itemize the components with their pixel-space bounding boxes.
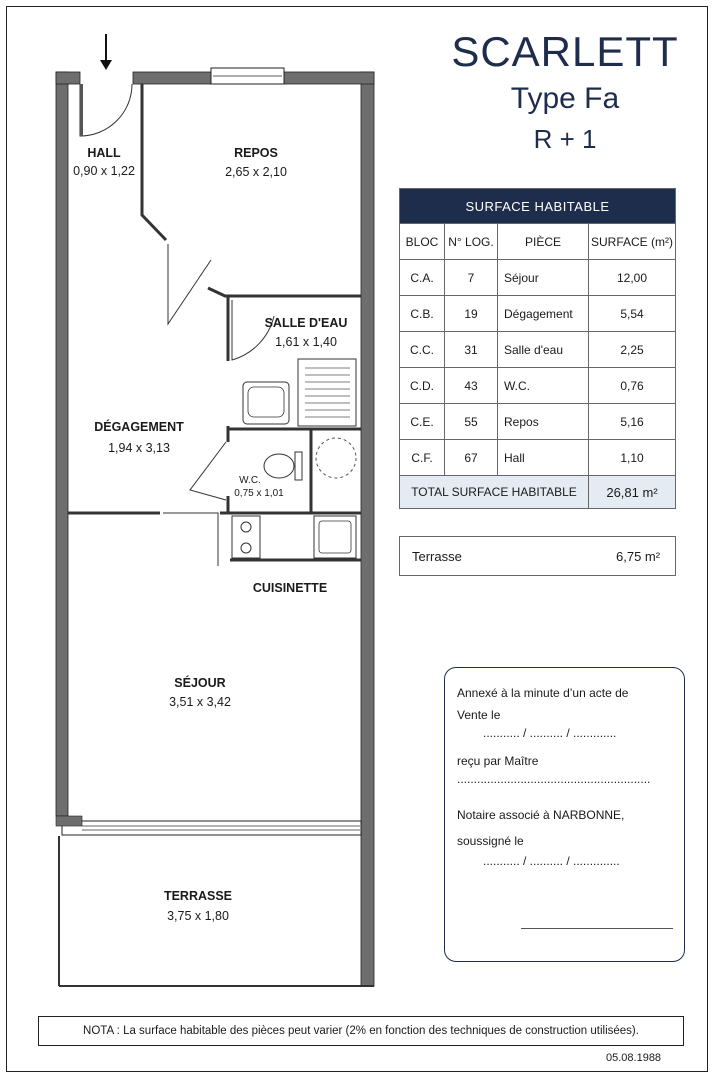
cell-piece: Dégagement [498, 296, 589, 332]
room-name-degagement: DÉGAGEMENT [94, 420, 184, 434]
room-dims-hall: 0,90 x 1,22 [73, 164, 135, 178]
cell-piece: Hall [498, 440, 589, 476]
room-name-sejour: SÉJOUR [174, 676, 226, 690]
cell-bloc: C.C. [400, 332, 445, 368]
type-subtitle: Type Fa [510, 82, 620, 115]
room-dims-repos: 2,65 x 2,10 [225, 165, 287, 179]
signature-line [521, 928, 673, 929]
cell-surface: 12,00 [589, 260, 676, 296]
cell-surface: 5,16 [589, 404, 676, 440]
cell-surface: 5,54 [589, 296, 676, 332]
room-dims-wc: 0,75 x 1,01 [234, 488, 284, 499]
cell-bloc: C.D. [400, 368, 445, 404]
cell-piece: Repos [498, 404, 589, 440]
cell-piece: W.C. [498, 368, 589, 404]
cell-bloc: C.B. [400, 296, 445, 332]
total-label: TOTAL SURFACE HABITABLE [400, 476, 589, 509]
cell-bloc: C.F. [400, 440, 445, 476]
col-header-surface: SURFACE (m²) [589, 224, 676, 260]
room-dims-degagement: 1,94 x 3,13 [108, 441, 170, 455]
notary-line-4: reçu par Maître [457, 754, 539, 768]
surface-table-title: SURFACE HABITABLE [400, 189, 676, 224]
residence-title: SCARLETT [451, 28, 679, 75]
room-name-terrasse: TERRASSE [163, 889, 233, 903]
total-row [400, 476, 676, 509]
cell-surface: 2,25 [589, 332, 676, 368]
notary-line-2: Vente le [457, 708, 501, 722]
table-row [400, 368, 676, 404]
cell-surface: 0,76 [589, 368, 676, 404]
table-row [400, 260, 676, 296]
terrasse-box [399, 536, 676, 576]
room-dims-sejour: 3,51 x 3,42 [169, 695, 231, 709]
notary-date-1: ........... / .......... / ............. [483, 726, 617, 740]
surface-table [399, 188, 676, 509]
cell-log: 19 [445, 296, 498, 332]
cell-log: 55 [445, 404, 498, 440]
floor-level: R + 1 [533, 124, 597, 154]
notary-box [444, 667, 685, 962]
notary-dots: .......................................................... [457, 772, 651, 786]
table-row [400, 404, 676, 440]
room-name-wc: W.C. [239, 475, 261, 486]
table-row [400, 440, 676, 476]
room-dims-salle-eau: 1,61 x 1,40 [275, 335, 337, 349]
room-name-repos: REPOS [234, 146, 278, 160]
notary-line-1: Annexé à la minute d’un acte de [457, 686, 629, 700]
col-header-log: N° LOG. [445, 224, 498, 260]
cell-bloc: C.A. [400, 260, 445, 296]
cell-log: 67 [445, 440, 498, 476]
room-name-salle-eau: SALLE D'EAU [264, 316, 348, 330]
cell-log: 43 [445, 368, 498, 404]
cell-log: 7 [445, 260, 498, 296]
total-value: 26,81 m² [589, 476, 676, 509]
col-header-bloc: BLOC [400, 224, 445, 260]
table-row [400, 332, 676, 368]
room-dims-terrasse: 3,75 x 1,80 [167, 909, 229, 923]
notary-line-7: soussigné le [457, 834, 524, 848]
cell-piece: Salle d'eau [498, 332, 589, 368]
cell-bloc: C.E. [400, 404, 445, 440]
col-header-piece: PIÈCE [498, 224, 589, 260]
terrasse-value: 6,75 m² [616, 549, 661, 564]
document-date: 05.08.1988 [606, 1052, 662, 1064]
notary-date-2: ........... / .......... / .............. [483, 854, 620, 868]
nota-box: NOTA : La surface habitable des pièces peut varier (2% en fonction des techniques de construction utilisées). [38, 1016, 684, 1046]
table-row [400, 296, 676, 332]
notary-line-6: Notaire associé à NARBONNE, [457, 808, 625, 822]
cell-surface: 1,10 [589, 440, 676, 476]
room-name-cuisinette: CUISINETTE [252, 581, 328, 595]
cell-log: 31 [445, 332, 498, 368]
cell-piece: Séjour [498, 260, 589, 296]
room-name-hall: HALL [87, 146, 121, 160]
terrasse-label: Terrasse [412, 549, 462, 564]
